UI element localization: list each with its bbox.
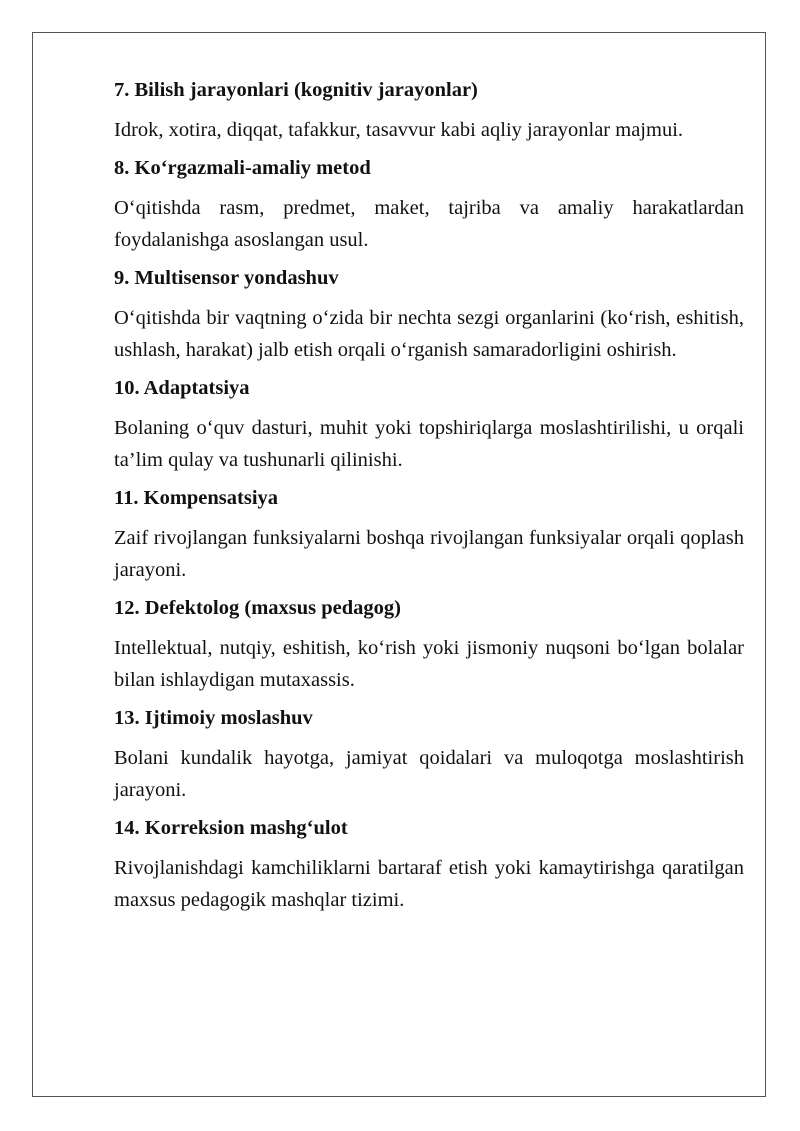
entry-definition: O‘qitishda bir vaqtning o‘zida bir nechta sezgi organlarini (ko‘rish, eshitish, ushlash, harakat) jalb etish orqali o‘rganish samaradorligini oshirish. bbox=[114, 307, 744, 361]
entry-definition: Bolaning o‘quv dasturi, muhit yoki topshiriqlarga moslashtirilishi, u orqali ta’lim qulay va tushunarli qilinishi. bbox=[114, 417, 744, 471]
entry-title: 8. Ko‘rgazmali-amaliy metod bbox=[114, 157, 371, 179]
entry-title: 12. Defektolog (maxsus pedagog) bbox=[114, 597, 401, 619]
entry-title: 14. Korreksion mashg‘ulot bbox=[114, 817, 348, 839]
glossary-entry-10 bbox=[114, 372, 744, 476]
glossary-entry-11 bbox=[114, 482, 744, 586]
entry-title: 11. Kompensatsiya bbox=[114, 487, 279, 509]
glossary-content bbox=[114, 74, 744, 922]
glossary-entry-9 bbox=[114, 262, 744, 366]
entry-definition: Idrok, xotira, diqqat, tafakkur, tasavvur kabi aqliy jarayonlar majmui. bbox=[114, 119, 684, 141]
entry-definition: Intellektual, nutqiy, eshitish, ko‘rish yoki jismoniy nuqsoni bo‘lgan bolalar bilan ishlaydigan mutaxassis. bbox=[114, 637, 744, 691]
entry-title: 10. Adaptatsiya bbox=[114, 377, 250, 399]
entry-title: 13. Ijtimoiy moslashuv bbox=[114, 707, 313, 729]
glossary-entry-7 bbox=[114, 74, 744, 146]
entry-title: 9. Multisensor yondashuv bbox=[114, 267, 339, 289]
entry-title: 7. Bilish jarayonlari (kognitiv jarayonlar) bbox=[114, 79, 478, 101]
glossary-entry-13 bbox=[114, 702, 744, 806]
glossary-entry-12 bbox=[114, 592, 744, 696]
glossary-entry-14 bbox=[114, 812, 744, 916]
glossary-entry-8 bbox=[114, 152, 744, 256]
entry-definition: Zaif rivojlangan funksiyalarni boshqa rivojlangan funksiyalar orqali qoplash jarayoni. bbox=[114, 527, 744, 581]
entry-definition: Rivojlanishdagi kamchiliklarni bartaraf etish yoki kamaytirishga qaratilgan maxsus pedagogik mashqlar tizimi. bbox=[114, 857, 744, 911]
entry-definition: O‘qitishda rasm, predmet, maket, tajriba va amaliy harakatlardan foydalanishga asoslangan usul. bbox=[114, 197, 744, 251]
entry-definition: Bolani kundalik hayotga, jamiyat qoidalari va muloqotga moslashtirish jarayoni. bbox=[114, 747, 744, 801]
